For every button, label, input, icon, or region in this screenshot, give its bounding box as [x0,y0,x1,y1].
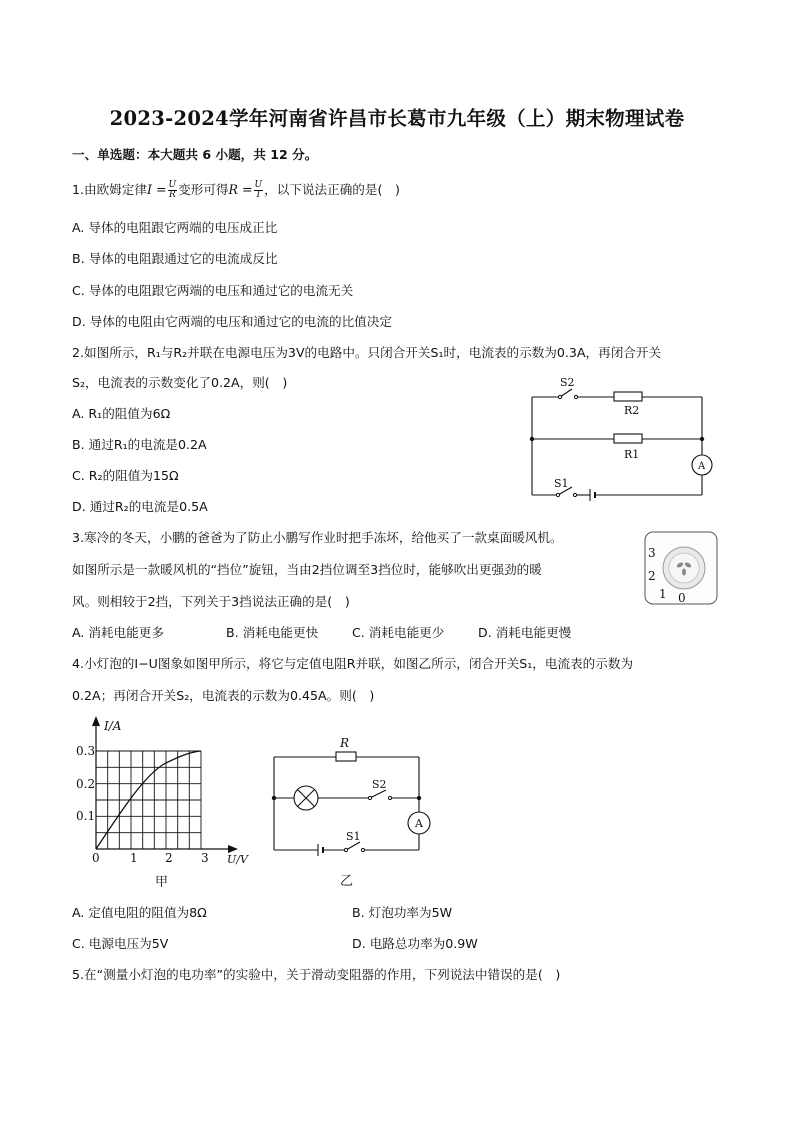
q4-option-a: A. 定值电阻的阻值为8Ω [72,905,207,920]
q2-option-a: A. R₁的阻值为6Ω [72,406,171,421]
switch-s2-lever [370,790,386,798]
q2-parallel-circuit [520,372,720,502]
q3-option-b: B. 消耗电能更快 [226,625,319,640]
q3-option-c: C. 消耗电能更少 [352,625,445,640]
resistor-r [336,752,356,761]
knob-label-2: 2 [648,569,656,583]
y-tick-0-2: 0.2 [76,777,96,791]
resistor-r2 [614,392,642,401]
label-ammeter: A [415,817,423,830]
resistance-fraction: $\frac{U}{I}$ [254,180,263,200]
label-ammeter: A [698,461,706,472]
q1-option-c: C. 导体的电阻跟它两端的电压和通过它的电流无关 [72,283,354,298]
label-s1: S1 [554,477,569,490]
question-4-stem-line1: 4.小灯泡的I−U图象如图甲所示，将它与定值电阻R并联，如图乙所示，闭合开关S₁，电流表的示数为 [72,656,634,671]
knob-label-3: 3 [648,546,656,560]
q1-option-a: A. 导体的电阻跟它两端的电压成正比 [72,220,278,235]
q4-circuit [266,730,446,892]
knob-label-0: 0 [678,591,686,605]
section-heading: 一、单选题：本大题共 6 小题，共 12 分。 [72,147,318,162]
junction-dot [700,437,704,441]
x-tick-0: 0 [92,851,100,865]
question-2-stem-line2: S₂，电流表的示数变化了0.2A，则( ) [72,375,288,390]
question-2-stem-line1: 2.如图所示，R₁与R₂并联在电源电压为3V的电路中。只闭合开关S₁时，电流表的示数为0.3A，再闭合开关 [72,345,662,360]
y-axis-label: I/A [104,719,122,733]
question-4-stem-line2: 0.2A；再闭合开关S₂，电流表的示数为0.45A。则( ) [72,688,375,703]
switch-s1-lever [346,842,360,850]
question-3-stem-line1: 3.寒冷的冬天，小鹏的爸爸为了防止小鹏写作业时把手冻坏，给他买了一款桌面暖风机。 [72,530,563,545]
junction-dot [272,796,276,800]
label-s2: S2 [372,778,387,791]
y-tick-0-3: 0.3 [76,744,96,758]
graph-caption: 甲 [155,875,169,890]
iu-graph [72,714,257,892]
q4-option-c: C. 电源电压为5V [72,936,169,951]
switch-s2-lever [560,389,572,397]
circuit-caption: 乙 [340,874,354,889]
q3-option-d: D. 消耗电能更慢 [478,625,572,640]
label-s2: S2 [560,376,575,389]
q1-option-d: D. 导体的电阻由它两端的电压和通过它的电流的比值决定 [72,314,392,329]
q2-option-c: C. R₂的阻值为15Ω [72,468,179,483]
junction-dot [530,437,534,441]
y-axis-arrow [92,716,100,726]
q4-option-b: B. 灯泡功率为5W [352,905,453,920]
label-s1: S1 [346,830,361,843]
question-3-stem-line3: 风。则相较于2挡，下列关于3挡说法正确的是( ) [72,594,350,609]
label-r2: R2 [624,404,640,417]
heater-gear-knob [644,531,720,607]
q2-option-b: B. 通过R₁的电流是0.2A [72,437,207,452]
question-3-stem-line2: 如图所示是一款暖风机的“挡位”旋钮，当由2挡位调至3挡位时，能够吹出更强劲的暖 [72,562,542,577]
page-title: 2023-2024学年河南省许昌市长葛市九年级（上）期末物理试卷 [109,107,685,130]
y-tick-0-1: 0.1 [76,809,96,823]
label-r: R [340,736,350,750]
x-axis-label: U/V [227,853,248,866]
q3-option-a: A. 消耗电能更多 [72,625,164,640]
knob-label-1: 1 [659,587,667,601]
label-r1: R1 [624,448,640,461]
question-1-stem: 1.由欧姆定律I = $\frac{U}{R}$ 变形可得R = $\frac{U}{I}$ ，以下说法正确的是( ) [72,180,400,200]
resistor-r1 [614,434,642,443]
junction-dot [417,796,421,800]
q4-option-d: D. 电路总功率为0.9W [352,936,478,951]
x-tick-1: 1 [130,851,138,865]
ohm-fraction: $\frac{U}{R}$ [168,180,177,200]
q1-option-b: B. 导体的电阻跟通过它的电流成反比 [72,251,278,266]
question-5-stem: 5.在“测量小灯泡的电功率”的实验中，关于滑动变阻器的作用，下列说法中错误的是( ) [72,967,561,982]
x-tick-3: 3 [201,851,209,865]
q2-option-d: D. 通过R₂的电流是0.5A [72,499,208,514]
x-tick-2: 2 [165,851,173,865]
x-axis-arrow [228,845,238,853]
